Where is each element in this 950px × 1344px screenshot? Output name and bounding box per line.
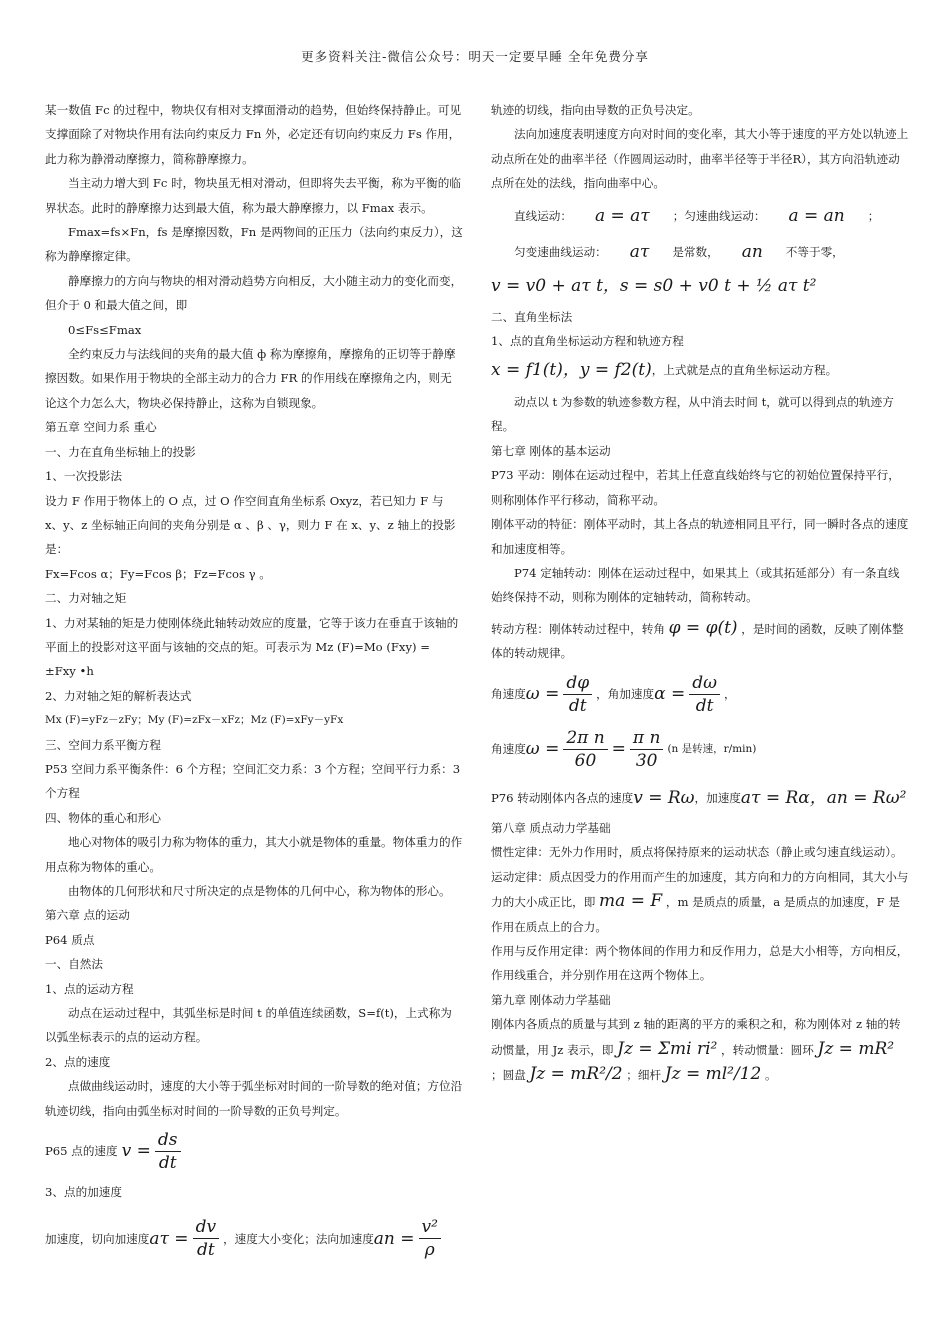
paragraph <box>491 616 909 666</box>
formula-line: Mx (F)=yFz－zFy；My (F)=zFx－xFz；Mz (F)=xFy－yFx <box>45 714 344 727</box>
paragraph: 法向加速度表明速度方向对时间的变化率，其大小等于速度的平方处以轨迹上动点所在处的曲率半径（作圆周运动时，曲率半径等于半径R），其方向沿轨迹动点所在处的法线，指向曲率中心。 <box>491 127 909 191</box>
paragraph: 动点以 t 为参数的轨迹参数方程，从中消去时间 t，就可以得到点的轨迹方程。 <box>491 395 894 434</box>
text-run: 刚体内各质点的质量与其到 z 轴的距离的平方的乘积之和，称为刚体对 z 轴的转动惯量，用 Jz 表示，即 <box>491 1017 901 1057</box>
section-heading: 一、自然法 <box>45 957 103 972</box>
paragraph: Fmax=fs×Fn，fs 是摩擦因数，Fn 是两物间的正压力（法向约束反力），这称为静摩擦定律。 <box>45 225 463 264</box>
fraction <box>155 1129 181 1174</box>
text-run: ，是时间的函数，反映了刚体整体的转动规律。 <box>491 621 904 661</box>
subsection-heading: 1、点的直角坐标运动方程和轨迹方程 <box>491 334 684 349</box>
paragraph: P53 空间力系平衡条件：6 个方程；空间汇交力系：3 个方程；空间平行力系：3 个方程 <box>45 761 461 801</box>
math-operator: = <box>611 738 626 759</box>
paragraph: 动点在运动过程中，其弧坐标是时间 t 的单值连续函数，S=f(t)，上式称为以弧坐标表示的点的运动方程。 <box>45 1006 452 1045</box>
math-expression: aτ = Rα，an = Rω² <box>740 787 907 808</box>
equation-label: P65 点的速度 <box>45 1144 118 1159</box>
paragraph: 全约束反力与法线间的夹角的最大值 ф 称为摩擦角，摩擦角的正切等于静摩擦因数。如果作用于物块的全部主动力的合力 FR 的作用线在摩擦角之内，则无论这个力怎么大，物块必保持静止，这称为自锁现象。 <box>45 347 456 410</box>
equation-label: ，速度大小变化；法向加速度 <box>223 1231 374 1246</box>
angular-speed-equation <box>491 727 909 772</box>
math-expression: Jz = mR²/2 <box>529 1064 623 1084</box>
section-heading: 四、物体的重心和形心 <box>45 810 161 825</box>
section-heading: 二、直角坐标法 <box>491 309 573 324</box>
subsection-heading: 3、点的加速度 <box>45 1185 122 1200</box>
section-heading: P64 质点 <box>45 932 95 947</box>
motion-equation <box>491 204 909 228</box>
math-lhs: an = <box>373 1228 415 1249</box>
text-run: ；细杆 <box>626 1068 662 1082</box>
text-run: ，m 是质点的质量，a 是质点的加速度，F 是作用在质点上的合力。 <box>491 895 900 934</box>
equation-label: P76 转动刚体内各点的速度 <box>491 790 634 805</box>
text-run: 转动方程：刚体转动过程中，转角 <box>491 621 665 636</box>
paragraph: 轨迹的切线，指向由导数的正负号决定。 <box>491 103 700 117</box>
equation-note: (n 是转速，r/min) <box>667 742 757 755</box>
paragraph: 静摩擦力的方向与物块的相对滑动趋势方向相反，大小随主动力的变化而变，但介于 0 和最大值之间，即 <box>45 273 463 313</box>
subsection-heading: 2、力对轴之矩的解析表达式 <box>45 688 192 703</box>
fraction-numerator: dω <box>689 672 720 695</box>
math-expression: φ = φ(t) <box>668 617 738 638</box>
fraction-denominator: dt <box>568 695 587 716</box>
paragraph: P73 平动：刚体在运动过程中，若其上任意直线始终与它的初始位置保持平行，则称刚体作平行移动，简称平动。 <box>491 468 900 507</box>
paragraph: 当主动力增大到 Fc 时，物块虽无相对滑动，但即将失去平衡，称为平衡的临界状态。此时的静摩擦力达到最大值，称为最大静摩擦力，以 Fmax 表示。 <box>45 176 461 215</box>
math-expression: a = an <box>788 205 845 226</box>
equation-label: 加速度，切向加速度 <box>45 1231 150 1246</box>
page-header: 更多资料关注-微信公众号：明天一定要早睡 全年免费分享 <box>301 49 649 64</box>
fraction-numerator: ds <box>155 1129 181 1152</box>
fraction <box>630 727 664 772</box>
paragraph: 某一数值 Fc 的过程中，物块仅有相对支撑面滑动的趋势，但始终保持静止。可见支撑面除了对物块作用有法向约束反力 Fn 外，必定还有切向约束反力 Fs 作用，此力称为静滑动摩擦力，简称静摩擦力。 <box>45 103 462 166</box>
math-expression: a = aτ <box>594 205 650 226</box>
math-lhs: v = <box>121 1141 151 1162</box>
equation-label: ；匀速曲线运动： <box>672 208 766 223</box>
subsection-heading: 1、一次投影法 <box>45 469 122 484</box>
left-column <box>45 98 463 1261</box>
fraction <box>689 672 720 717</box>
fraction <box>419 1216 441 1261</box>
paragraph: 由物体的几何形状和尺寸所决定的点是物体的几何中心，称为物体的形心。 <box>68 884 451 898</box>
section-heading: 二、力对轴之矩 <box>45 591 127 606</box>
paragraph: 点做曲线运动时，速度的大小等于弧坐标对时间的一阶导数的绝对值；方位沿轨迹切线，指向由弧坐标对时间的一阶导数的正负号判定。 <box>45 1079 463 1118</box>
fraction-numerator: dφ <box>563 672 592 695</box>
paragraph: P74 定轴转动：刚体在运动过程中，如果其上（或其拓延部分）有一条直线始终保持不动，则称为刚体的定轴转动，简称转动。 <box>491 565 900 605</box>
text-run: ；圆盘 <box>491 1068 526 1082</box>
equation-label: 角速度 <box>491 686 526 701</box>
fraction-denominator: ρ <box>424 1240 435 1261</box>
math-expression: aτ <box>629 242 650 263</box>
fraction-numerator: v² <box>419 1216 441 1239</box>
right-column <box>491 98 909 1087</box>
rigid-body-velocity-equation <box>491 786 909 810</box>
fraction-numerator: 2π n <box>563 727 607 750</box>
fraction <box>193 1216 220 1261</box>
equation-label: 是常数， <box>672 245 719 260</box>
formula-line: 0≤Fs≤Fmax <box>68 322 142 337</box>
paragraph: 作用与反作用定律：两个物体间的作用力和反作用力，总是大小相等，方向相反，作用线重合，并分别作用在这两个物体上。 <box>491 943 909 983</box>
fraction-denominator: dt <box>196 1240 215 1261</box>
chapter-heading: 第八章 质点动力学基础 <box>491 820 611 835</box>
math-lhs: aτ = <box>149 1228 189 1249</box>
equation-label: 匀变速曲线运动： <box>514 245 607 260</box>
chapter-heading: 第七章 刚体的基本运动 <box>491 443 611 458</box>
math-expression: Jz = Σmi ri² <box>617 1038 718 1059</box>
fraction <box>563 672 592 717</box>
math-lhs: ω = <box>525 738 560 759</box>
paragraph: 1、力对某轴的矩是力使刚体绕此轴转动效应的度量，它等于该力在垂直于该轴的平面上的投影对这平面与该轴的交点的矩。可表示为 Mz (F)=Mo (Fxy) = ±Fxy •h <box>45 615 459 679</box>
equation-label: ，角加速度 <box>596 686 655 701</box>
fraction-numerator: dv <box>193 1216 220 1239</box>
equation-label: 直线运动： <box>514 208 572 223</box>
subsection-heading: 1、点的运动方程 <box>45 981 134 996</box>
math-expression: an <box>741 242 763 263</box>
fraction-numerator: π n <box>630 727 664 750</box>
coordinate-equation <box>491 358 909 382</box>
fraction-denominator: 30 <box>635 750 658 771</box>
paragraph: 刚体平动的特征：刚体平动时，其上各点的轨迹相同且平行，同一瞬时各点的速度和加速度相等。 <box>491 517 909 556</box>
equation-label: ， <box>723 686 736 701</box>
math-lhs: α = <box>654 683 686 704</box>
equation-label: 不等于零， <box>785 245 844 260</box>
fraction <box>563 727 607 772</box>
subsection-heading: 2、点的速度 <box>45 1054 111 1069</box>
math-expression: Jz = mR² <box>817 1038 895 1059</box>
paragraph: 惯性定律：无外力作用时，质点将保持原来的运动状态（静止或匀速直线运动）。 <box>491 845 903 860</box>
equation-label: 角速度 <box>491 741 526 756</box>
section-heading: 三、空间力系平衡方程 <box>45 737 161 752</box>
equation-label: ，上式就是点的直角坐标运动方程。 <box>651 362 838 377</box>
section-heading: 一、力在直角坐标轴上的投影 <box>45 444 196 459</box>
math-expression: x = f1(t)，y = f2(t) <box>491 359 652 380</box>
paragraph: 设力 F 作用于物体上的 O 点，过 O 作空间直角坐标系 Oxyz，若已知力 F 与 x、y、z 坐标轴正向间的夹角分别是 α 、β 、γ，则力 F 在 x、y、z 轴上的投影是： <box>45 493 456 557</box>
equation-label: ，加速度 <box>694 790 741 805</box>
text-run: 。 <box>765 1068 777 1082</box>
paragraph <box>491 1012 909 1087</box>
math-expression: Jz = ml²/12 <box>664 1064 762 1084</box>
chapter-heading: 第五章 空间力系 重心 <box>45 420 157 435</box>
angular-velocity-equation <box>491 672 909 717</box>
fraction-denominator: 60 <box>574 750 597 771</box>
math-lhs: ω = <box>525 683 560 704</box>
chapter-heading: 第六章 点的运动 <box>45 908 130 923</box>
kinematics-equation <box>491 274 909 298</box>
paragraph: 地心对物体的吸引力称为物体的重力，其大小就是物体的重量。物体重力的作用点称为物体的重心。 <box>45 835 463 874</box>
chapter-heading: 第九章 刚体动力学基础 <box>491 992 611 1007</box>
formula-line: Fx=Fcos α；Fy=Fcos β；Fz=Fcos γ 。 <box>45 566 271 581</box>
fraction-denominator: dt <box>158 1153 177 1174</box>
text-run: 运动定律：质点因受力的作用而产生的加速度，其方向和力的方向相同，其大小与力的大小成正比，即 <box>491 869 909 910</box>
acceleration-equation <box>45 1216 463 1261</box>
math-expression: ma = F <box>599 891 663 912</box>
paragraph <box>491 865 909 939</box>
fraction-denominator: dt <box>695 695 714 716</box>
velocity-equation <box>45 1129 463 1174</box>
motion-equation <box>491 240 909 264</box>
equation-label: ； <box>867 208 880 223</box>
math-expression: v = Rω <box>633 787 695 808</box>
text-run: ，转动惯量：圆环 <box>721 1042 814 1057</box>
math-expression: v = v0 + aτ t，s = s0 + v0 t + ½ aτ t² <box>491 276 817 297</box>
